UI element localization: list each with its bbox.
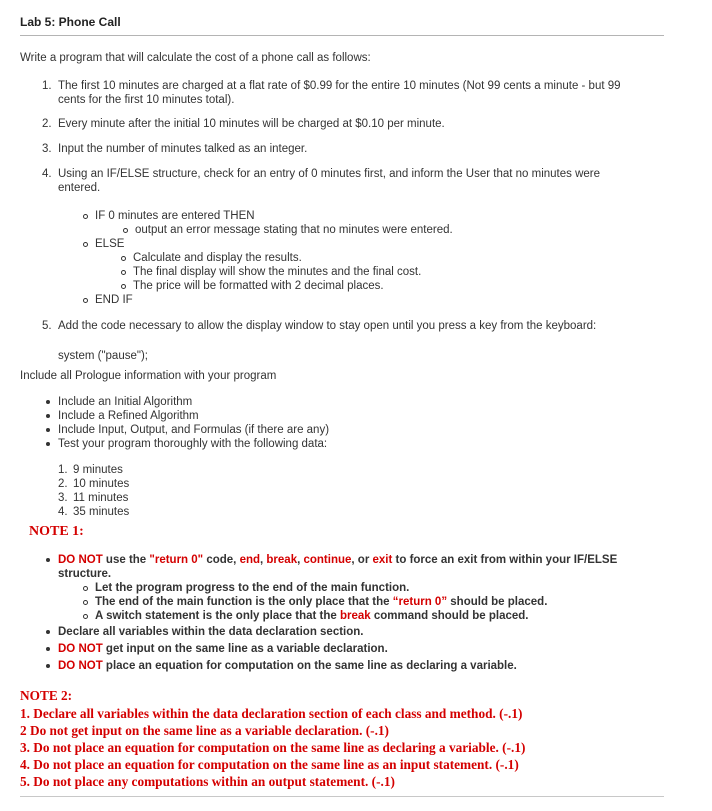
test-data-number: 4. bbox=[58, 506, 68, 518]
else-sub-line: The price will be formatted with 2 decimal places. bbox=[133, 280, 384, 292]
test-data-item: 11 minutes bbox=[73, 492, 129, 504]
test-data-item: 10 minutes bbox=[73, 478, 130, 490]
title-divider bbox=[20, 35, 664, 36]
step-number: 2. bbox=[42, 118, 52, 130]
step-text-continued: entered. bbox=[58, 182, 101, 194]
step-text: The first 10 minutes are charged at a flat rate of $0.99 for the entire 10 minutes (Not 99 cents a minute - but 99 bbox=[58, 80, 621, 92]
pause-code: system ("pause"); bbox=[58, 350, 148, 362]
note1-sub-item: Let the program progress to the end of the main function. bbox=[95, 582, 410, 594]
note2-title: NOTE 2: bbox=[20, 688, 73, 703]
note1-item: DO NOT use the "return 0" code, end, break, continue, or exit to force an exit from within your IF/ELSE bbox=[58, 554, 618, 566]
note2-item: 1. Declare all variables within the data declaration section of each class and method. (-.1) bbox=[20, 706, 523, 721]
test-data-number: 2. bbox=[58, 478, 68, 490]
step-number: 3. bbox=[42, 143, 52, 155]
step-number: 4. bbox=[42, 168, 52, 180]
note1-sub-item: The end of the main function is the only place that the “return 0” should be placed. bbox=[95, 596, 548, 608]
if-line: IF 0 minutes are entered THEN bbox=[95, 210, 255, 222]
note2-item: 2 Do not get input on the same line as a variable declaration. (-.1) bbox=[20, 723, 389, 738]
test-data-item: 9 minutes bbox=[73, 464, 123, 476]
step-text: Using an IF/ELSE structure, check for an entry of 0 minutes first, and inform the User that no minutes were bbox=[58, 168, 601, 180]
bottom-divider bbox=[20, 796, 664, 797]
note1-sub-item: A switch statement is the only place that the break command should be placed. bbox=[95, 610, 529, 622]
note1-item: DO NOT get input on the same line as a variable declaration. bbox=[58, 643, 388, 655]
else-sub-line: Calculate and display the results. bbox=[133, 252, 302, 264]
step-text: Add the code necessary to allow the display window to stay open until you press a key from the keyboard: bbox=[58, 320, 597, 332]
step-number: 1. bbox=[42, 80, 52, 92]
step-text-continued: cents for the first 10 minutes total). bbox=[58, 94, 235, 106]
endif-line: END IF bbox=[95, 294, 133, 306]
note1-item: DO NOT place an equation for computation on the same line as declaring a variable. bbox=[58, 660, 517, 672]
note2-item: 5. Do not place any computations within an output statement. (-.1) bbox=[20, 774, 395, 789]
step-text: Input the number of minutes talked as an integer. bbox=[58, 143, 308, 155]
step-text: Every minute after the initial 10 minutes will be charged at $0.10 per minute. bbox=[58, 118, 445, 130]
note1-item: Declare all variables within the data declaration section. bbox=[58, 626, 364, 638]
note2-item: 4. Do not place an equation for computation on the same line as an input statement. (-.1) bbox=[20, 757, 519, 772]
prologue-item: Include Input, Output, and Formulas (if there are any) bbox=[58, 424, 330, 436]
prologue-intro: Include all Prologue information with your program bbox=[20, 370, 277, 382]
prologue-item: Test your program thoroughly with the following data: bbox=[58, 438, 328, 450]
test-data-item: 35 minutes bbox=[73, 506, 130, 518]
else-line: ELSE bbox=[95, 238, 125, 250]
intro-text: Write a program that will calculate the cost of a phone call as follows: bbox=[20, 52, 371, 64]
page-title: Lab 5: Phone Call bbox=[20, 15, 121, 29]
if-sub-line: output an error message stating that no minutes were entered. bbox=[135, 224, 453, 236]
note1-title: NOTE 1: bbox=[29, 524, 84, 539]
note2-item: 3. Do not place an equation for computation on the same line as declaring a variable. (-.1) bbox=[20, 740, 526, 755]
test-data-number: 3. bbox=[58, 492, 68, 504]
test-data-number: 1. bbox=[58, 464, 68, 476]
prologue-item: Include a Refined Algorithm bbox=[58, 410, 199, 422]
step-number: 5. bbox=[42, 320, 52, 332]
else-sub-line: The final display will show the minutes and the final cost. bbox=[133, 266, 422, 278]
prologue-item: Include an Initial Algorithm bbox=[58, 396, 193, 408]
note1-item-continued: structure. bbox=[58, 568, 112, 580]
